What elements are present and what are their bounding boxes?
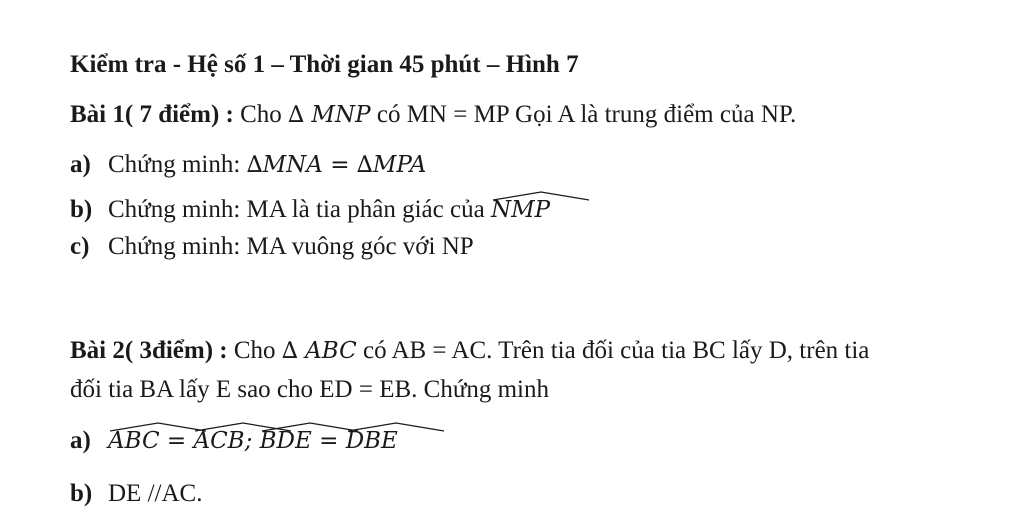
bai1-statement xyxy=(70,102,796,127)
bai1-item-b xyxy=(70,193,550,222)
bai2-item-b-text: DE //AC. xyxy=(108,480,203,507)
eq-sign-1: = xyxy=(159,428,194,454)
angle-dbe-label: DBE xyxy=(345,428,398,454)
bai1-item-c xyxy=(70,234,474,259)
bai1-item-c-label: c) xyxy=(70,233,90,260)
angle-nmp-label: NMP xyxy=(490,197,551,223)
bai1-item-b-label: b) xyxy=(70,196,93,223)
angle-acb xyxy=(193,424,244,453)
wide-hat-icon xyxy=(260,422,360,432)
angle-abc xyxy=(108,424,160,453)
bai1-triangle: ∆ MNP xyxy=(288,102,371,128)
bai2-item-a xyxy=(70,424,398,453)
bai1-item-a-text: Chứng minh: xyxy=(108,151,247,178)
bai1-item-a-label: a) xyxy=(70,151,91,178)
bai1-heading: Bài 1( 7 điểm) : xyxy=(70,101,234,128)
bai1-text-after: có MN = MP Gọi A là trung điểm của NP. xyxy=(370,101,797,128)
separator: ; xyxy=(244,428,260,454)
bai2-item-b-label: b) xyxy=(70,480,93,507)
eq-sign-2: = xyxy=(311,428,346,454)
angle-nmp xyxy=(491,193,550,222)
bai2-statement-line2: đối tia BA lấy E sao cho ED = EB. Chứng minh xyxy=(70,376,550,403)
bai1-text-before: Cho xyxy=(233,101,289,128)
angle-abc-label: ABC xyxy=(108,428,160,454)
bai2-item-b xyxy=(70,481,202,506)
bai1-item-b-text: Chứng minh: MA là tia phân giác của xyxy=(108,196,491,223)
bai2-heading: Bài 2( 3điểm) : xyxy=(70,337,228,364)
bai1-item-c-text: Chứng minh: MA vuông góc với NP xyxy=(108,233,474,260)
angle-bde-label: BDE xyxy=(259,428,312,454)
angle-acb-label: ACB xyxy=(193,428,245,454)
bai1-item-a xyxy=(70,152,426,177)
bai1-item-a-math: ∆MNA = ∆MPA xyxy=(246,152,427,178)
exam-title: Kiểm tra - Hệ số 1 – Thời gian 45 phút – Hình 7 xyxy=(70,51,579,78)
bai2-item-a-label: a) xyxy=(70,427,91,454)
wide-hat-icon xyxy=(346,422,446,432)
angle-bde xyxy=(260,424,312,453)
bai2-statement xyxy=(70,338,869,363)
bai2-text-before: Cho xyxy=(227,337,282,364)
bai2-triangle: ∆ ABC xyxy=(281,338,357,364)
angle-dbe xyxy=(346,424,398,453)
wide-hat-icon xyxy=(491,191,591,201)
bai2-text-after: có AB = AC. Trên tia đối của tia BC lấy D, trên tia xyxy=(356,337,870,364)
